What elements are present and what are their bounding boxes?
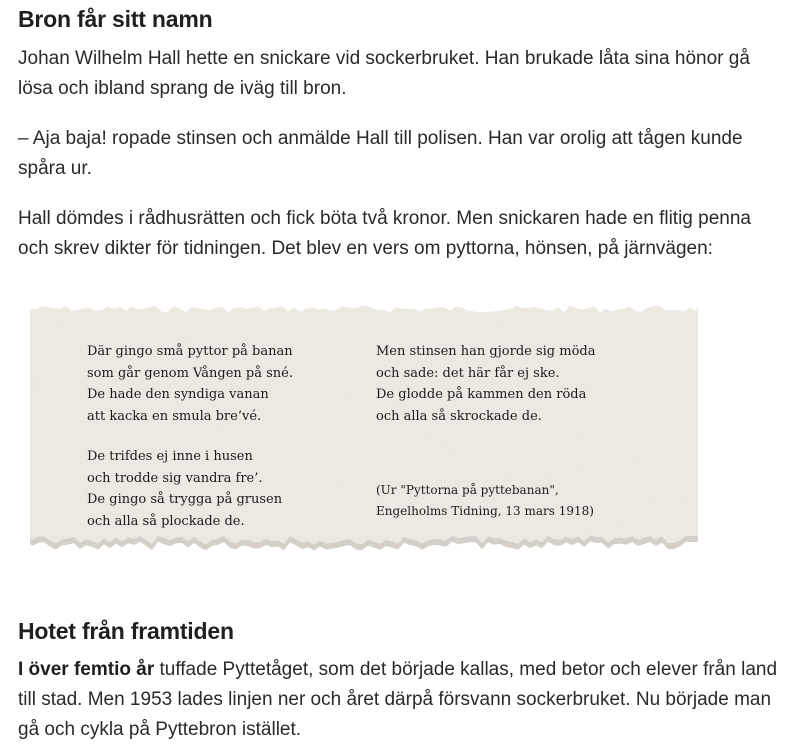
paragraph-hall-domdes bbox=[18, 204, 751, 264]
lead-bold-text: I över femtio år bbox=[18, 659, 155, 680]
paragraph-line: Hall dömdes i rådhusrätten och fick böta två kronor. Men snickaren hade en flitig penna bbox=[18, 208, 751, 229]
poem-line: och alla så skrockade de. bbox=[376, 408, 542, 424]
paragraph-line: till stad. Men 1953 lades linjen ner och året därpå försvann sockerbruket. Nu började man bbox=[18, 689, 772, 710]
paragraph-line: tuffade Pyttetåget, som det började kallas, med betor och elever från land bbox=[154, 659, 778, 680]
citation-line: (Ur "Pyttorna på pyttebanan", bbox=[376, 483, 559, 497]
poem-source-citation bbox=[376, 480, 594, 522]
poem-line: och alla så plockade de. bbox=[87, 513, 245, 529]
paragraph-line: lösa och ibland sprang de iväg till bron. bbox=[18, 78, 347, 99]
paragraph-aja-baja bbox=[18, 124, 743, 184]
poem-line: Men stinsen han gjorde sig möda bbox=[376, 344, 596, 359]
citation-line: Engelholms Tidning, 13 mars 1918) bbox=[376, 504, 594, 518]
poem-line: De glodde på kammen den röda bbox=[376, 387, 587, 402]
paragraph-line: spåra ur. bbox=[18, 158, 92, 179]
paragraph-line: gå och cykla på Pyttebron istället. bbox=[18, 719, 302, 740]
poem-line: Där gingo små pyttor på banan bbox=[87, 344, 293, 359]
paragraph-line: – Aja baja! ropade stinsen och anmälde Hall till polisen. Han var orolig att tågen kunde bbox=[18, 128, 743, 149]
poem-line: och trodde sig vandra fre’. bbox=[87, 470, 263, 486]
poem-stanza-1 bbox=[87, 341, 293, 427]
poem-line: att kacka en smula bre’vé. bbox=[87, 408, 262, 424]
poem-line: De gingo så trygga på grusen bbox=[87, 492, 283, 507]
poem-stanza-2 bbox=[87, 446, 282, 532]
poem-line: De trifdes ej inne i husen bbox=[87, 449, 253, 464]
paragraph-line: och skrev dikter för tidningen. Det blev en vers om pyttorna, hönsen, på järnvägen: bbox=[18, 238, 713, 259]
section-heading-hotet: Hotet från framtiden bbox=[18, 618, 234, 644]
section-heading-bron: Bron får sitt namn bbox=[18, 6, 213, 32]
newspaper-clipping bbox=[30, 300, 698, 556]
poem-line: som går genom Vången på sné. bbox=[87, 365, 293, 381]
paragraph-over-femtio-ar bbox=[18, 655, 777, 745]
paragraph-line: Johan Wilhelm Hall hette en snickare vid sockerbruket. Han brukade låta sina hönor gå bbox=[18, 48, 750, 69]
poem-line: De hade den syndiga vanan bbox=[87, 387, 269, 402]
paragraph-hall-snickare bbox=[18, 44, 750, 104]
poem-line: och sade: det här får ej ske. bbox=[376, 365, 560, 381]
poem-stanza-3 bbox=[376, 341, 595, 427]
